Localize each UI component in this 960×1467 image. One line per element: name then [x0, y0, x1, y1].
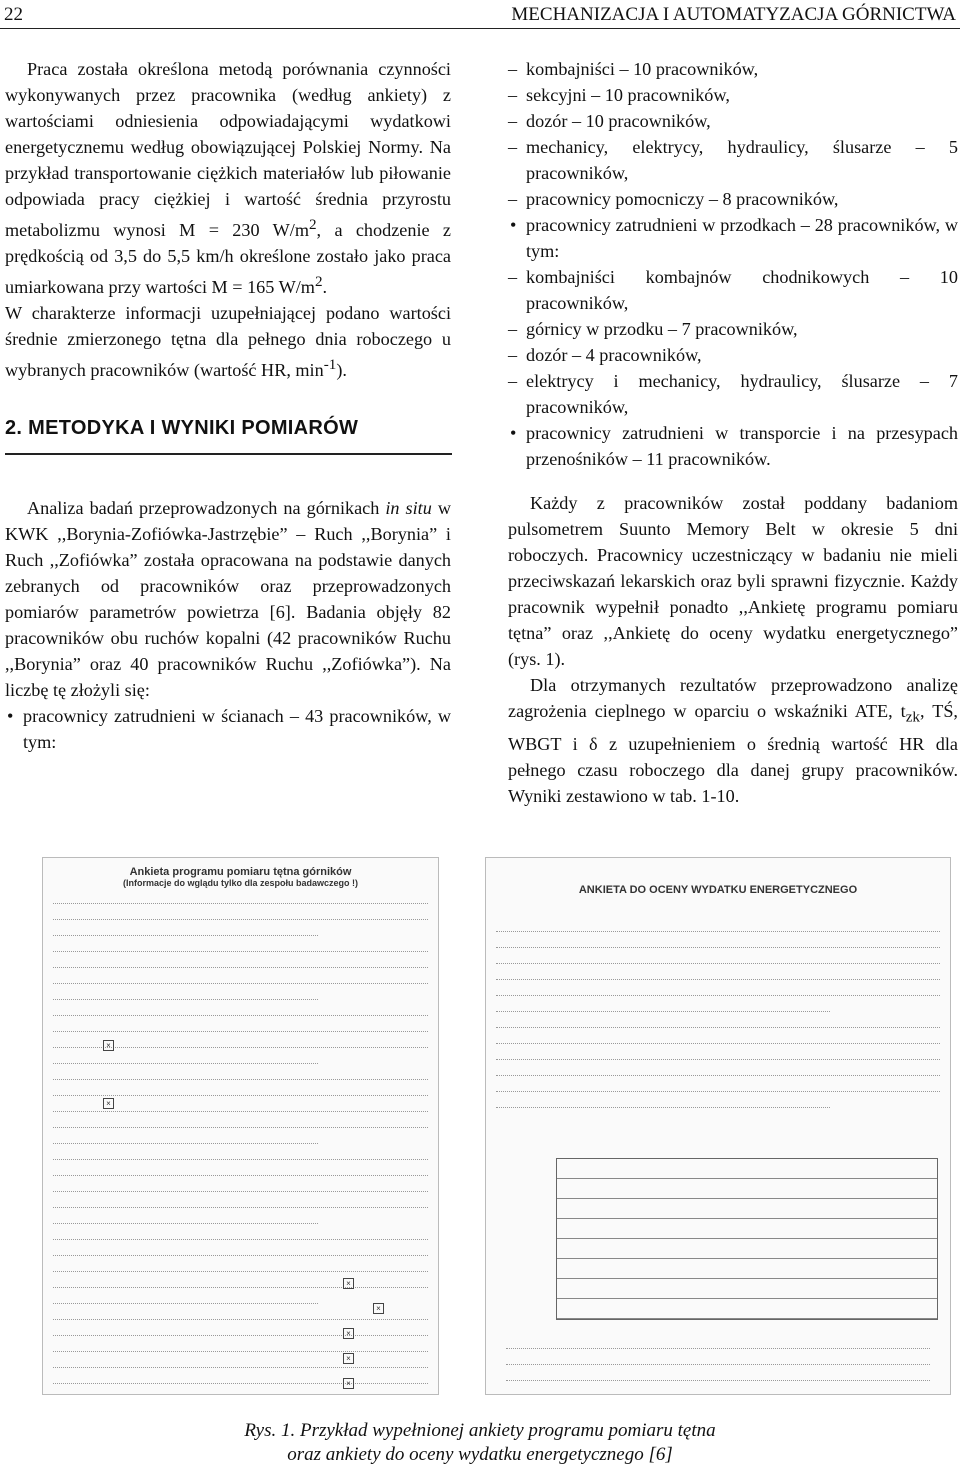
list-wall-workers	[508, 56, 958, 212]
energy-expenditure-survey-image	[485, 857, 951, 1395]
list-item: – dozór – 4 pracowników,	[508, 342, 958, 368]
list-item: – sekcyjni – 10 pracowników,	[508, 82, 958, 108]
list-item: – kombajniści kombajnów chodnikowych – 10 pracowników,	[508, 264, 958, 316]
paragraph-analysis: Analiza badań przeprowadzonych na górnikach in situ w KWK ,,Borynia-Zofiówka-Jastrzębie” – Ruch ,,Borynia” i Ruch ,,Zofiówka” została opracowana na podstawie danych zebranych od pracowników oraz przeprowadzonych pomiarów parametrów powietrza [6]. Badania objęły 82 pracowników obu ruchów kopalni (42 pracowników Ruchu ,,Borynia” oraz 40 pracowników Ruchu ,,Zofiówka”). Na liczbę tę złożyli się:	[5, 498, 451, 701]
paragraph-pulsometer: Każdy z pracowników został poddany badaniom pulsometrem Suunto Memory Belt w okresie 5 dni roboczych. Pracownicy uczestniczący w badaniu nie mieli przeciwskazań lekarskich oraz byli sprawni fizycznie. Każdy pracownik wypełnił ponadto ,,Ankietę programu pomiaru tętna” oraz ,,Ankietę do oceny wydatku energetycznego” (rys. 1).	[508, 493, 958, 669]
list-item: – pracownicy pomocniczy – 8 pracowników,	[508, 186, 958, 212]
bullet-wall-workers: • pracownicy zatrudnieni w ścianach – 43 pracowników, w tym:	[5, 703, 451, 755]
bullet-heading-workers: • pracownicy zatrudnieni w przodkach – 28 pracowników, w tym:	[508, 212, 958, 264]
heading-rule	[5, 453, 452, 455]
form1-title: Ankieta programu pomiaru tętna górników	[129, 866, 352, 878]
form1-subtitle: (Informacje do wglądu tylko dla zespołu badawczego !)	[122, 878, 359, 888]
list-item: – elektrycy i mechanicy, hydraulicy, ślusarze – 7 pracowników,	[508, 368, 958, 420]
journal-title: MECHANIZACJA I AUTOMATYZACJA GÓRNICTWA	[511, 4, 956, 25]
list-item: – dozór – 10 pracowników,	[508, 108, 958, 134]
bullet-transport-workers: • pracownicy zatrudnieni w transporcie i na przesypach przenośników – 11 pracowników.	[508, 420, 958, 472]
form2-title: ANKIETA DO OCENY WYDATKU ENERGETYCZNEGO	[578, 884, 858, 896]
page-number: 22	[4, 4, 23, 25]
section-heading: 2. METODYKA I WYNIKI POMIARÓW	[5, 417, 359, 440]
list-heading-workers	[508, 264, 958, 420]
heart-rate-survey-image: Ankieta programu pomiaru tętna górników (Informacje do wglądu tylko dla zespołu badawczego !) × × × × × × ×	[42, 857, 439, 1395]
list-item: – kombajniści – 10 pracowników,	[508, 56, 958, 82]
paragraph-work-method: Praca została określona metodą porównania czynności wykonywanych przez pracownika (według ankiety) z wartościami odniesienia odpowiadającymi wydatkowi energetycznemu według obowiązującej Polskiej Normy. Na przykład transportowanie ciężkich materiałów lub piłowanie odpowiada pracy ciężkiej i wartość średnia przyrostu metabolizmu wynosi M = 230 $W/m^2$, a chodzenie z prędkością od 3,5 do 5,5 km/h określone zostało jako praca umiarkowana przy wartości M = 165 $W/m^2$.	[5, 59, 451, 298]
paragraph-heart-rate: W charakterze informacji uzupełniającej podano wartości średnie zmierzonego tętna dla pełnego dnia roboczego u wybranych pracowników (wartość HR, $\min^{-1}$).	[5, 303, 451, 381]
header-rule	[0, 28, 960, 29]
figure-caption: Rys. 1. Przykład wypełnionej ankiety programu pomiaru tętna oraz ankiety do oceny wydatku energetycznego [6]	[244, 1420, 716, 1465]
left-column	[5, 56, 451, 755]
list-item: – górnicy w przodku – 7 pracowników,	[508, 316, 958, 342]
activity-table	[556, 1158, 938, 1320]
paragraph-results: Dla otrzymanych rezultatów przeprowadzono analizę zagrożenia cieplnego w oparciu o wskaźniki ATE, $t_{zk}$, TŚ, WBGT i δ z uzupełnieniem o średnią wartość HR dla pełnego czasu roboczego dla danej grupy pracowników. Wyniki zestawiono w tab. 1-10.	[508, 675, 958, 806]
right-column	[508, 56, 958, 809]
list-item: – mechanicy, elektrycy, hydraulicy, ślusarze – 5 pracowników,	[508, 134, 958, 186]
page-header	[0, 0, 960, 30]
